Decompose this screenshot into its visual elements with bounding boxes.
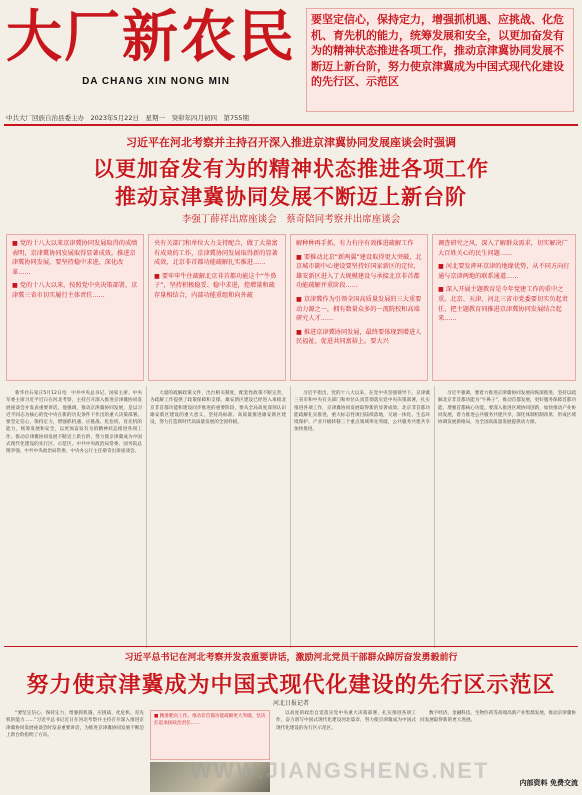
body-column-3 [294, 390, 430, 645]
masthead-rule [4, 124, 578, 126]
second-story-headline: 努力使京津冀成为中国式现代化建设的先行区示范区 [26, 672, 556, 698]
second-story-inset: ■ 精准靶向工作。推动非首都功能疏解更大突破。坚决扛起承接政治责任…… [150, 710, 270, 760]
summary-paragraph: ■ 党的十八大以来，按照党中央决策部署，京津冀三省市切实履行主体责任…… [12, 282, 138, 299]
lead-headline-2: 推动京津冀协同发展不断迈上新台阶 [115, 184, 467, 209]
summary-column-4 [432, 234, 576, 381]
summary-column-3 [290, 234, 428, 381]
summary-paragraph: ■ 要推动北京“新两翼”建设取得更大突破，北京城市副中心建设要坚持好国家新区的定位，雄安新区进入了大规模建设与承接北京非首都功能疏解并重阶段…… [296, 253, 422, 290]
lead-headline-1: 以更加奋发有为的精神状态推进各项工作 [93, 156, 489, 181]
body-text: 新华社石家庄5月12日电 中共中央总书记、国家主席、中央军委主席习近平近日在河北考察，主持召开深入推进京津冀协同发展座谈会并发表重要讲话。他强调，推动京津冀协同发展，是以习近平同志为核心的党中央在新的历史条件下作出的重大决策部署。要坚定信心，保持定力，增强抓机遇、应挑战、化危机、育先机的能力，统筹发展和安全，以更加奋发有为的精神状态推进各项工作，推动京津冀协同发展不断迈上新台阶，努力使京津冀成为中国式现代化建设的先行区、示范区。中共中央政治局常委、国务院总理李强，中共中央政治局常委、中央办公厅主任蔡奇出席座谈会。 [6, 391, 142, 455]
summary-paragraph: 调查研究之风，深入了解群众需求，切实解决广大百姓关心的民生问题…… [438, 240, 568, 257]
second-story-byline: 河北日报记者 [272, 700, 309, 707]
body-text: 习近平指出，党的十八大以来，在党中央坚强领导下，京津冀三省市和中央有关部门和单位认真贯彻落实党中央决策部署，扎实推进各项工作，京津冀协同发展取得新的显著成效。北京非首都功能疏解扎实推进，重大标志性项目陆续落地，交通一体化、生态环境保护、产业升级转移三个重点领域率先突破，公共服务共建共享加快推进。 [294, 391, 430, 433]
body-column-4 [438, 390, 576, 645]
body-text: 以高度的政治自觉落实党中央重大决策部署，扎实推进各项工作，奋力谱写中国式现代化建设河北篇章，努力使京津冀成为中国式现代化建设的先行区示范区。 [276, 711, 416, 731]
summary-column-1 [6, 234, 144, 381]
summary-paragraph: ■ 河北要发挥环京津的地缘优势，从不同方向打通与京津两地的联系通道…… [438, 263, 570, 280]
slogan-box: 要坚定信心，保持定力，增强抓机遇、应挑战、化危机、育先机的能力，统筹发展和安全，以更加奋发有为的精神状态推进各项工作，推动京津冀协同发展不断迈上新台阶，努力使京津冀成为中国式现代化建设的先行区、示范区 [306, 8, 574, 112]
body-column-2 [150, 390, 286, 645]
second-story-kicker: 习近平总书记在河北考察并发表重要讲话，激励河北党员干部群众踔厉奋发勇毅前行 [124, 653, 458, 663]
summary-paragraph: 央有关部门和单位大力支持配合，做了大量富有成效的工作，京津冀协同发展取得新的显著成效，北京非首都功能疏解扎实推进…… [154, 240, 278, 267]
column-divider [434, 386, 435, 648]
second-story-column-3 [276, 710, 416, 785]
body-text: 大量的疏解政策文件，出台相关制度，配套性政策不断完善，为疏解工作提供了政策保障和支撑。雄安新区建设已经进入承接北京非首都功能和建设同步推进的重要阶段，要从全局高度深刻认识雄安新区建设的重大意义，坚持高标准、高质量推进雄安新区建设，努力打造新时代高质量发展的全国样板。 [150, 391, 286, 426]
summary-paragraph: ■ 京津冀作为引领全国高质量发展的三大重要动力源之一，拥有数量众多的一流院校和高端研究人才…… [296, 295, 422, 323]
site-watermark: WWW.JIANGSHENG.NET [190, 758, 490, 783]
summary-paragraph: 解种种再手抓，有力有序有效推进疏解工作 [296, 240, 414, 247]
summary-column-2 [148, 234, 286, 381]
summary-paragraph: ■ 深入开展主题教育是今年党建工作的重中之重。北京、天津、河北三省市党委要切实负起责任，把主题教育同推进京津冀协同发展结合起来…… [438, 286, 568, 323]
column-divider [290, 386, 291, 648]
summary-paragraph: ■ 推进京津冀协同发展，最终要体现到增进人民福祉、促进共同富裕上。要大兴 [296, 328, 422, 346]
footer-note: 内部资料 免费交流 [519, 779, 578, 787]
column-divider [146, 386, 147, 648]
masthead-pinyin: DA CHANG XIN NONG MIN [82, 76, 230, 87]
summary-paragraph: ■ 党的十八大以来京津冀协同发展取得的成绩表明，京津冀协同发展取得显著成效。推进京津冀协同发展，要坚持稳中求进，深化改革…… [12, 240, 138, 276]
body-text: “要坚定信心，保持定力，增强抓机遇、应挑战、化危机、育先机的能力……”习近平总书记近日在河北考察并主持召开深入推进京津冀协同发展座谈会时发表重要讲话，为推进京津冀协同发展不断迈上新台阶指明了方向。 [6, 711, 144, 738]
lead-kicker: 习近平在河北考察并主持召开深入推进京津冀协同发展座谈会时强调 [126, 136, 456, 149]
masthead-title: 大厂新农民 [6, 4, 296, 70]
news-photo [150, 762, 270, 792]
body-column-1 [6, 390, 142, 645]
body-text: 数字经济、金融科技、生物医药等高端高新产业集群发展，推动京津冀协同发展取得新的更大进展。 [420, 711, 576, 724]
lead-subkicker: 李强丁薛祥出席座谈会 蔡奇陪同考察并出席座谈会 [181, 214, 401, 225]
summary-paragraph: ■ 要牢牢牛住疏解北京非首都功能这个“牛鼻子”，坚持积极稳妥、稳中求进，控增量和疏存量相结合，内部功能重组和向外疏 [154, 272, 277, 299]
section-rule [4, 646, 578, 647]
second-story-column-4 [420, 710, 576, 770]
second-story-column-1 [6, 710, 144, 785]
issue-info-line: 中共大厂回族自治县委主办 2023年5月22日 星期一 癸卯年四月初四 第755期 [6, 114, 249, 122]
body-text: 习近平强调，要着力推进京津冀协同发展向纵深推进，坚持以疏解北京非首都功能为“牛鼻子”，推动首都发展，更好服务保障首都功能，增强首都核心功能。要深入推进区域协同创新，加快推动产业协同发展，着力推进公共服务共建共享，深化体制机制改革，形成区域协调发展新格局，为全国高质量发展提供动力源。 [438, 391, 576, 426]
